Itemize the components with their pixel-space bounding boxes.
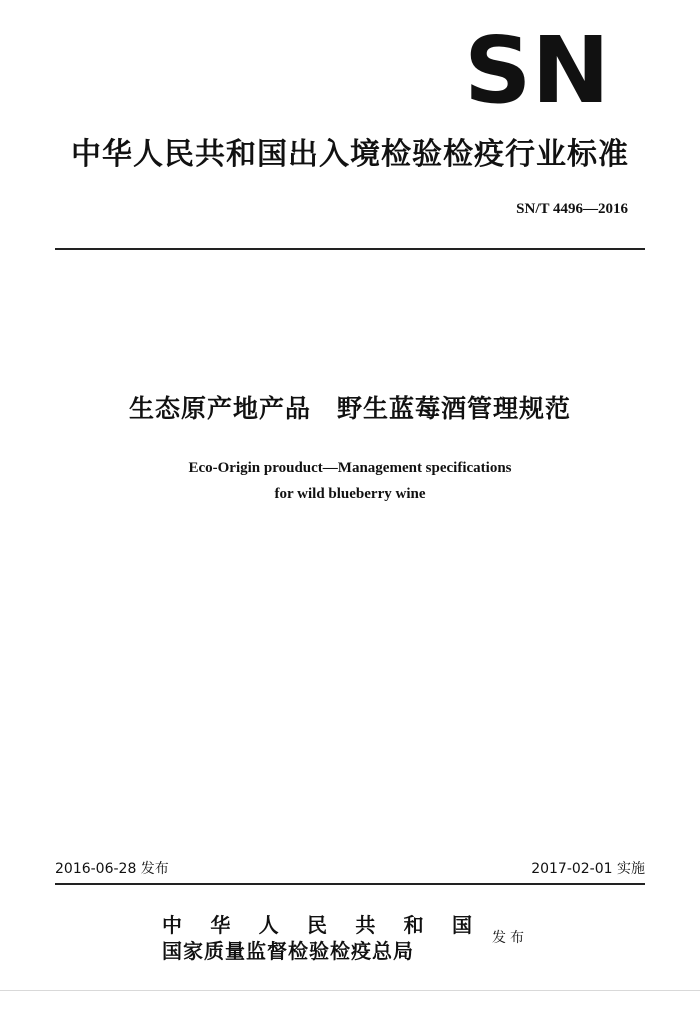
publisher-agency: 国家质量监督检验检疫总局 (162, 939, 414, 963)
publisher-char: 人 (258, 913, 279, 937)
sn-logo-text: SN (464, 28, 610, 108)
publisher-char: 华 (210, 913, 231, 937)
english-title-line2: for wild blueberry wine (274, 486, 426, 502)
standard-number: SN/T 4496—2016 (516, 201, 628, 217)
publisher-char: 民 (306, 913, 327, 937)
top-divider (55, 248, 645, 250)
effective-date: 2017-02-01 实施 (531, 861, 645, 877)
english-title (40, 455, 660, 507)
page-edge (0, 990, 700, 991)
publisher-char: 国 (451, 913, 472, 937)
publisher-block (162, 912, 482, 964)
publish-label: 发布 (492, 930, 528, 946)
bottom-divider (55, 883, 645, 885)
publisher-char: 共 (355, 913, 376, 937)
publisher-country (162, 912, 472, 938)
english-title-line1: Eco-Origin prouduct—Management specifications (188, 460, 512, 476)
sn-logo (462, 28, 612, 108)
chinese-title: 生态原产地产品 野生蓝莓酒管理规范 (128, 394, 571, 423)
publisher-char: 和 (403, 913, 424, 937)
issuer-title: 中华人民共和国出入境检验检疫行业标准 (71, 137, 629, 172)
issue-date: 2016-06-28 发布 (55, 861, 169, 877)
publisher-char: 中 (162, 913, 182, 937)
